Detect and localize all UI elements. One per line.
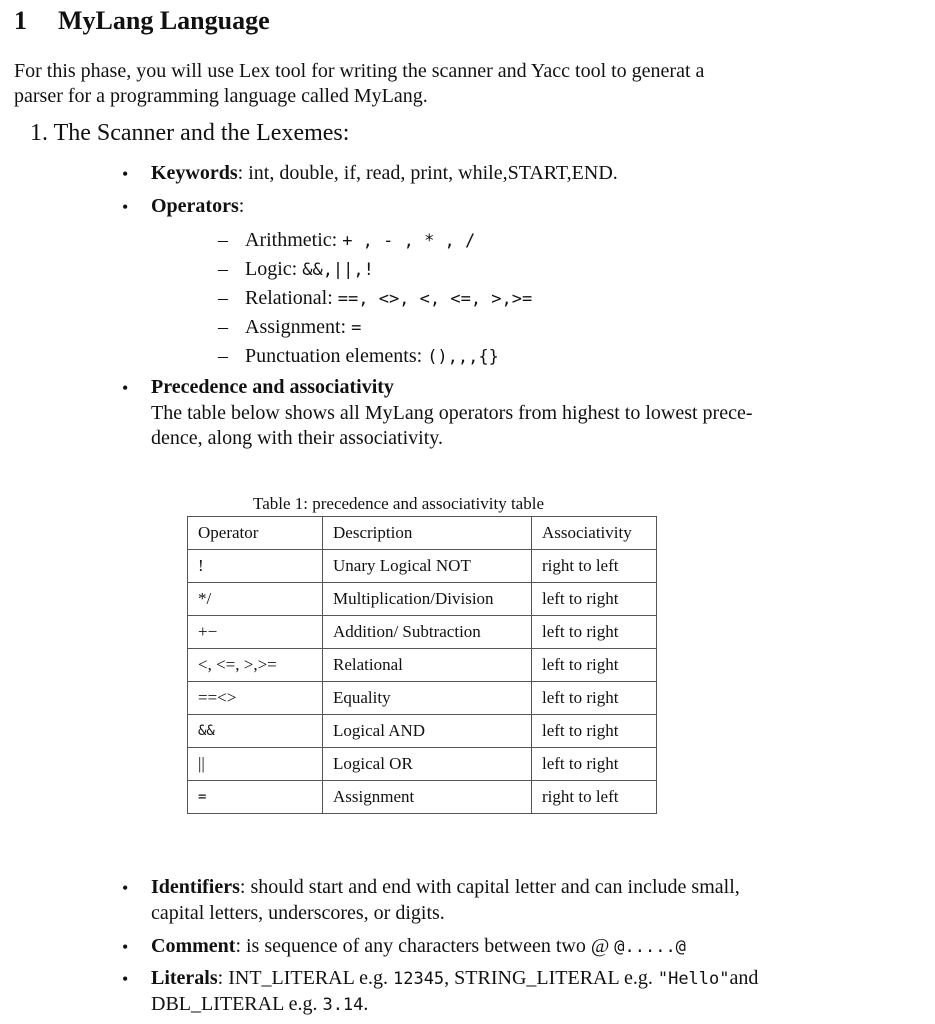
operator-value: = bbox=[351, 318, 362, 338]
table-cell-description: Equality bbox=[323, 682, 532, 715]
table-cell-description: Logical OR bbox=[323, 748, 532, 781]
dash-marker: – bbox=[218, 229, 228, 251]
table-row bbox=[188, 550, 657, 583]
literals-int-name: : INT_LITERAL e.g. bbox=[217, 967, 388, 989]
table-row bbox=[188, 583, 657, 616]
operator-value: (),,,{} bbox=[427, 347, 499, 367]
operator-arithmetic bbox=[245, 229, 475, 252]
table-cell-associativity: right to left bbox=[532, 781, 657, 814]
table-cell-operator: || bbox=[188, 748, 323, 781]
literals-dbl-name: DBL_LITERAL e.g. bbox=[151, 993, 318, 1015]
comment-label: Comment bbox=[151, 935, 236, 957]
literals-dbl-code: 3.14 bbox=[322, 995, 364, 1015]
table-cell-associativity: left to right bbox=[532, 748, 657, 781]
operator-relational bbox=[245, 287, 532, 310]
table-cell-description: Multiplication/Division bbox=[323, 583, 532, 616]
literals-int-code: 12345 bbox=[392, 969, 445, 989]
table-header: Associativity bbox=[532, 517, 657, 550]
table-row bbox=[188, 649, 657, 682]
keywords-text: : int, double, if, read, print, while,START,END. bbox=[237, 162, 618, 184]
table-cell-associativity: left to right bbox=[532, 649, 657, 682]
bullet-marker: • bbox=[122, 197, 129, 217]
section-number: 1 bbox=[14, 6, 27, 35]
table-header: Description bbox=[323, 517, 532, 550]
table-cell-operator: */ bbox=[188, 583, 323, 616]
intro-line-1: For this phase, you will use Lex tool for writing the scanner and Yacc tool to generat a bbox=[14, 60, 705, 82]
identifiers-text: : should start and end with capital letter and can include small, bbox=[239, 876, 740, 898]
table-cell-operator: = bbox=[188, 781, 323, 814]
precedence-line-2: dence, along with their associativity. bbox=[151, 427, 443, 449]
dash-marker: – bbox=[218, 287, 228, 309]
table-cell-associativity: left to right bbox=[532, 616, 657, 649]
table-cell-operator: && bbox=[188, 715, 323, 748]
literals-string-name: , STRING_LITERAL e.g. bbox=[444, 967, 653, 989]
operator-value: + , - , * , / bbox=[342, 231, 476, 251]
dash-marker: – bbox=[218, 316, 228, 338]
table-header-row bbox=[188, 517, 657, 550]
comment-text: : is sequence of any characters between two @ bbox=[235, 935, 610, 957]
table-row bbox=[188, 616, 657, 649]
table-row bbox=[188, 748, 657, 781]
table-cell-associativity: left to right bbox=[532, 682, 657, 715]
operator-assignment bbox=[245, 316, 361, 339]
operators-suffix: : bbox=[238, 195, 245, 217]
precedence-label: Precedence and associativity bbox=[151, 376, 394, 398]
operators-item bbox=[151, 195, 244, 218]
table-cell-description: Logical AND bbox=[323, 715, 532, 748]
bullet-marker: • bbox=[122, 378, 129, 398]
bullet-marker: • bbox=[122, 164, 129, 184]
table-header: Operator bbox=[188, 517, 323, 550]
table-cell-operator: +− bbox=[188, 616, 323, 649]
precedence-line-1: The table below shows all MyLang operators from highest to lowest prece- bbox=[151, 402, 753, 424]
dash-marker: – bbox=[218, 258, 228, 280]
table-cell-operator: ! bbox=[188, 550, 323, 583]
intro-line-2: parser for a programming language called MyLang. bbox=[14, 85, 428, 107]
table-cell-associativity: left to right bbox=[532, 715, 657, 748]
table-cell-operator: ==<> bbox=[188, 682, 323, 715]
literals-label: Literals bbox=[151, 967, 218, 989]
operator-value: ==, <>, <, <=, >,>= bbox=[337, 289, 533, 309]
comment-code: @.....@ bbox=[614, 937, 686, 957]
table-row bbox=[188, 682, 657, 715]
literals-and: and bbox=[729, 967, 759, 989]
precedence-table bbox=[187, 516, 657, 814]
table-cell-description: Assignment bbox=[323, 781, 532, 814]
bullet-marker: • bbox=[122, 937, 129, 957]
identifiers-label: Identifiers bbox=[151, 876, 240, 898]
keywords-item bbox=[151, 162, 618, 185]
table-caption: Table 1: precedence and associativity table bbox=[253, 494, 544, 513]
operator-logic bbox=[245, 258, 374, 281]
table-row bbox=[188, 715, 657, 748]
table-cell-operator: <, <=, >,>= bbox=[188, 649, 323, 682]
operator-name: Arithmetic: bbox=[245, 229, 338, 251]
identifiers-line-2: capital letters, underscores, or digits. bbox=[151, 902, 445, 924]
operator-value: &&,||,! bbox=[302, 260, 374, 280]
dash-marker: – bbox=[218, 345, 228, 367]
table-cell-description: Addition/ Subtraction bbox=[323, 616, 532, 649]
operator-name: Assignment: bbox=[245, 316, 347, 338]
operator-punctuation bbox=[245, 345, 499, 368]
operator-name: Logic: bbox=[245, 258, 298, 280]
literals-string-code: "Hello" bbox=[657, 969, 730, 989]
table-cell-description: Unary Logical NOT bbox=[323, 550, 532, 583]
table-row bbox=[188, 781, 657, 814]
section-title: MyLang Language bbox=[58, 6, 270, 35]
identifiers-line-1 bbox=[151, 876, 740, 899]
table-cell-description: Relational bbox=[323, 649, 532, 682]
operator-name: Relational: bbox=[245, 287, 333, 309]
literals-line-2 bbox=[151, 993, 368, 1016]
table-cell-associativity: left to right bbox=[532, 583, 657, 616]
table-cell-associativity: right to left bbox=[532, 550, 657, 583]
bullet-marker: • bbox=[122, 969, 129, 989]
operator-name: Punctuation elements: bbox=[245, 345, 423, 367]
enum-item-scanner: 1. The Scanner and the Lexemes: bbox=[30, 120, 350, 146]
keywords-label: Keywords bbox=[151, 162, 238, 184]
operators-label: Operators bbox=[151, 195, 239, 217]
literals-end: . bbox=[363, 993, 369, 1015]
comment-item bbox=[151, 935, 686, 958]
literals-line-1 bbox=[151, 967, 758, 990]
bullet-marker: • bbox=[122, 878, 129, 898]
